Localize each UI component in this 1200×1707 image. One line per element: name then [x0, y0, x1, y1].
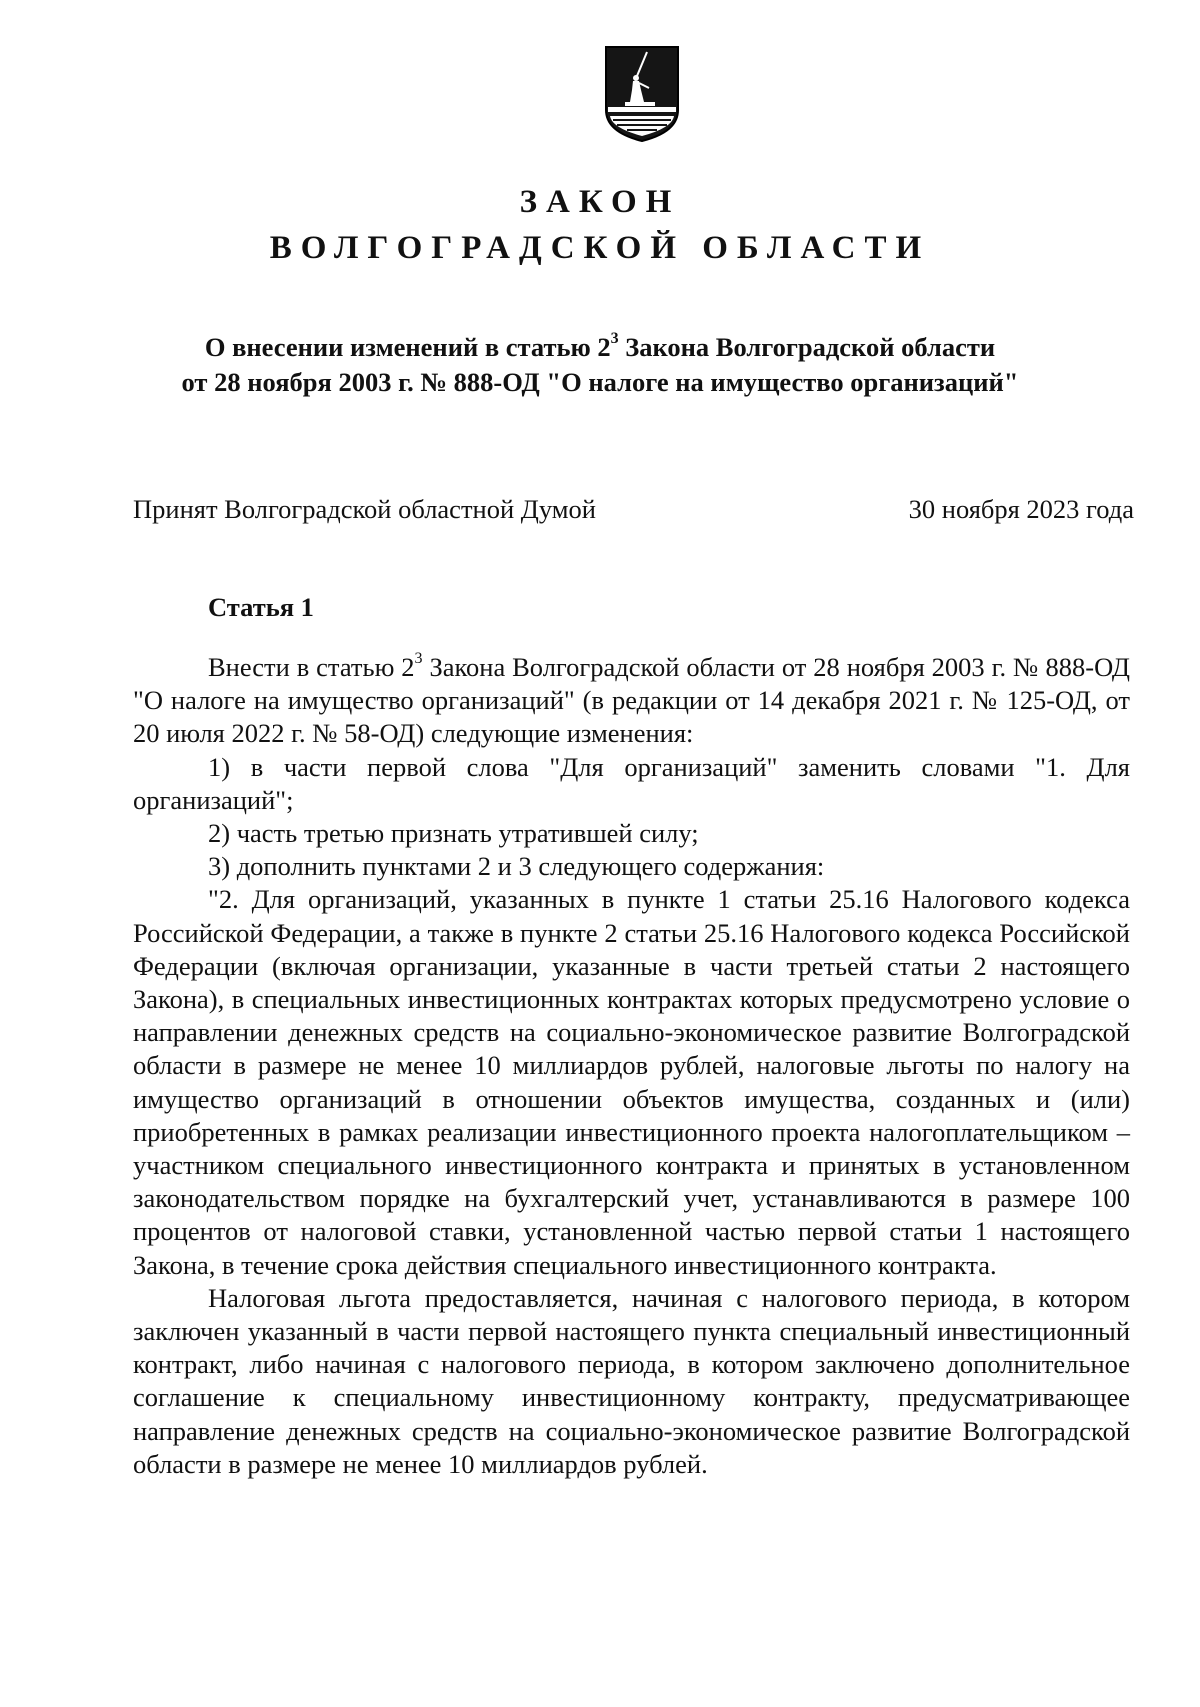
- adoption-date: 30 ноября 2023 года: [908, 494, 1134, 524]
- volgograd-coat-of-arms-icon: [603, 44, 681, 144]
- intro-superscript: 3: [414, 650, 423, 668]
- point-2-paragraph-1: "2. Для организаций, указанных в пункте 1 статьи 25.16 Налогового кодекса Российской Федерации, а также в пункте 2 статьи 25.16 Налогового кодекса Российской Федерации (включая организации, указанные в части третьей статьи 2 настоящего Закона), в специальных инвестиционных контрактах которых предусмотрено условие о направлении денежных средств на социально-экономическое развитие Волгоградской области в размере не менее 10 миллиардов рублей, налоговые льготы по налогу на имущество организаций в отношении объектов имущества, созданных и (или) приобретенных в рамках реализации инвестиционного проекта налогоплательщиком – участником специального инвестиционного контракта и принятых в установленном законодательством порядке на бухгалтерский учет, устанавливаются в размере 100 процентов от налоговой ставки, установленной частью первой статьи 1 настоящего Закона, в течение срока действия специального инвестиционного контракта.: [133, 884, 1130, 1280]
- subtitle-text: О внесении изменений в статью 2: [204, 332, 611, 362]
- point-2-paragraph-2: Налоговая льгота предоставляется, начиная с налогового периода, в котором заключен указанный в части первой настоящего пункта специальный инвестиционный контракт, либо начиная с налогового периода, в котором заключено дополнительное соглашение к специальному инвестиционному контракту, предусматривающее направление денежных средств на социально-экономическое развитие Волгоградской области в размере не менее 10 миллиардов рублей.: [133, 1282, 1130, 1479]
- document-subtitle-line1: [0, 330, 1200, 364]
- amendment-item-3: 3) дополнить пунктами 2 и 3 следующего содержания:: [208, 851, 825, 882]
- intro-text: Внести в статью 2: [208, 652, 415, 682]
- subtitle-superscript: 3: [610, 330, 619, 348]
- article-heading: Статья 1: [208, 592, 314, 622]
- amendment-item-2: 2) часть третью признать утратившей силу;: [208, 818, 699, 849]
- subtitle-text-end: Закона Волгоградской области: [618, 332, 996, 362]
- document-region: ВОЛГОГРАДСКОЙ ОБЛАСТИ: [269, 230, 931, 266]
- article-body: [133, 651, 1130, 1481]
- document-title: ЗАКОН: [519, 184, 681, 220]
- document-subtitle-line2: от 28 ноября 2003 г. № 888-ОД "О налоге на имущество организаций": [181, 367, 1019, 397]
- adopted-by: Принят Волгоградской областной Думой: [133, 494, 596, 524]
- intro-text-end: Закона Волгоградской области от 28 ноября 2003 г. № 888-ОД "О налоге на имущество организаций" (в редакции от 14 декабря 2021 г. № 125-ОД, от 20 июля 2022 г. № 58-ОД) следующие изменения:: [133, 652, 1130, 749]
- amendment-item-1: 1) в части первой слова "Для организаций" заменить словами "1. Для организаций";: [133, 751, 1130, 815]
- article-intro: [133, 651, 1130, 751]
